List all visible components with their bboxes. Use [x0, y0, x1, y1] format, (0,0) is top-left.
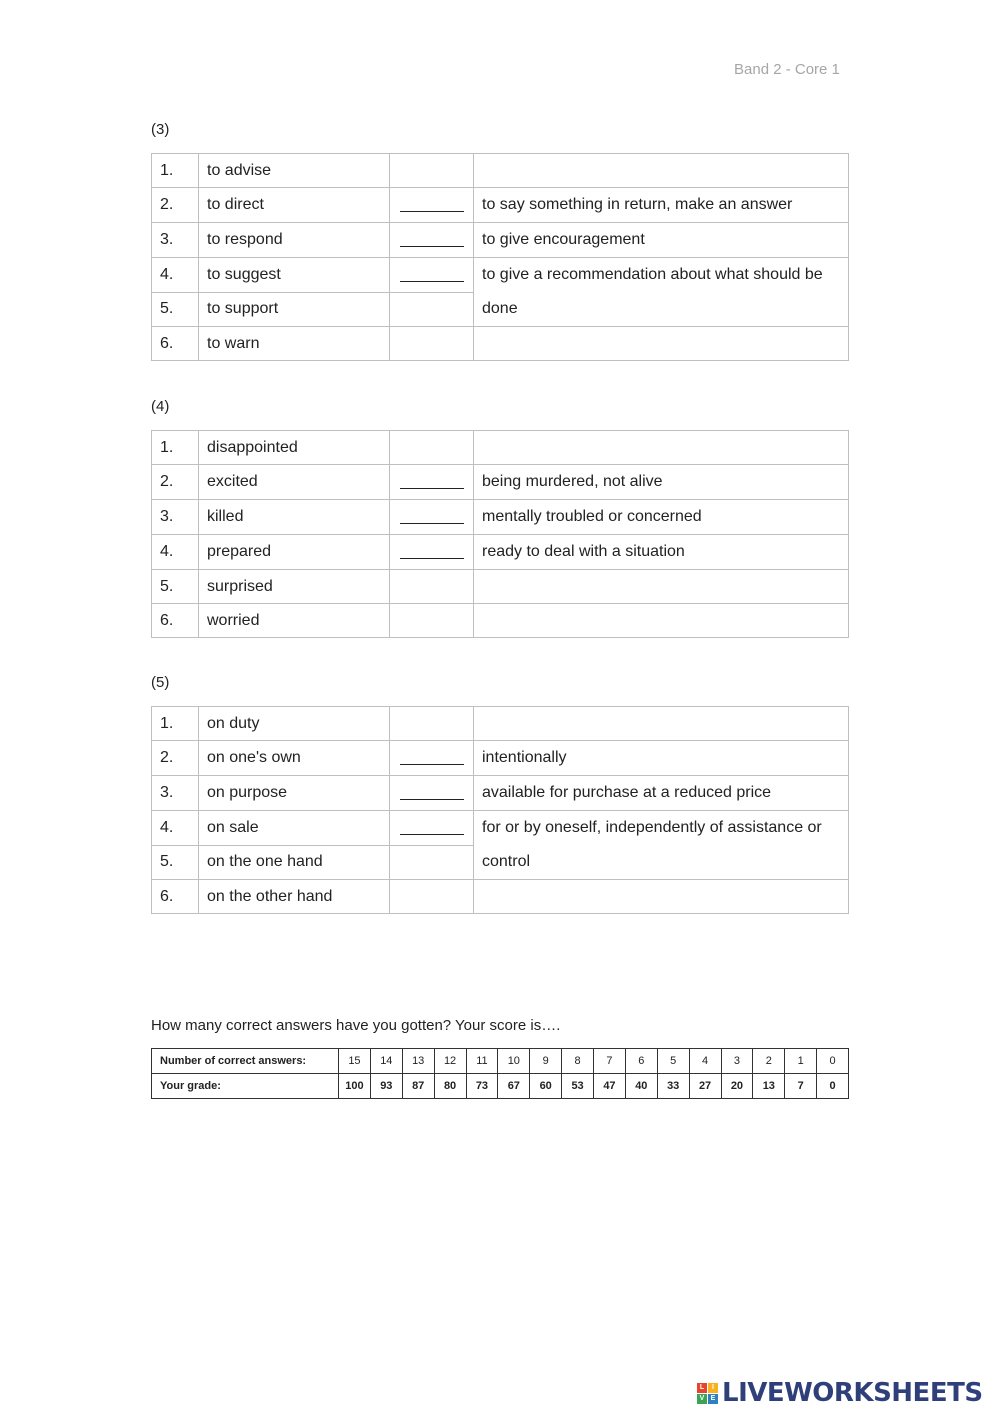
item-number: 3. — [152, 500, 199, 535]
grade-value: 13 — [753, 1074, 785, 1099]
definition: being murdered, not alive — [474, 465, 849, 500]
term: to warn — [199, 327, 390, 361]
answer-blank-line[interactable] — [400, 197, 464, 212]
term: killed — [199, 500, 390, 535]
matching-table — [151, 153, 849, 361]
table-row — [152, 776, 849, 811]
answer-blank[interactable] — [390, 258, 474, 293]
logo-mark-icon — [697, 1383, 718, 1404]
item-number: 1. — [152, 707, 199, 741]
answer-blank[interactable] — [390, 811, 474, 846]
table-row — [152, 223, 849, 258]
definition — [474, 604, 849, 638]
grade-value: 53 — [562, 1074, 594, 1099]
answer-blank-line[interactable] — [400, 232, 464, 247]
item-number: 5. — [152, 570, 199, 604]
logo-text: LIVEWORKSHEETS — [722, 1378, 983, 1408]
answer-blank-line[interactable] — [400, 785, 464, 800]
item-number: 4. — [152, 535, 199, 570]
answer-blank-line[interactable] — [400, 474, 464, 489]
section-label: (4) — [151, 398, 170, 415]
definition — [474, 154, 849, 188]
grade-value: 0 — [817, 1074, 849, 1099]
term: excited — [199, 465, 390, 500]
table-row — [152, 741, 849, 776]
grade-value: 7 — [785, 1074, 817, 1099]
logo-square: L — [697, 1383, 707, 1393]
logo-square: V — [697, 1394, 707, 1404]
section-label: (5) — [151, 674, 170, 691]
logo-square: I — [708, 1383, 718, 1393]
item-number: 5. — [152, 292, 199, 327]
term: surprised — [199, 570, 390, 604]
term: to advise — [199, 154, 390, 188]
table-row — [152, 258, 849, 293]
definition — [474, 880, 849, 914]
table-row — [152, 465, 849, 500]
answer-blank — [390, 845, 474, 880]
definition: mentally troubled or concerned — [474, 500, 849, 535]
term: worried — [199, 604, 390, 638]
definition: ready to deal with a situation — [474, 535, 849, 570]
correct-count: 9 — [530, 1049, 562, 1074]
term: disappointed — [199, 431, 390, 465]
grade-value: 40 — [625, 1074, 657, 1099]
definition — [474, 707, 849, 741]
answer-blank-line[interactable] — [400, 820, 464, 835]
correct-count: 5 — [657, 1049, 689, 1074]
definition: to give a recommendation about what should be done — [474, 258, 849, 327]
item-number: 3. — [152, 776, 199, 811]
item-number: 1. — [152, 154, 199, 188]
term: on duty — [199, 707, 390, 741]
correct-count: 12 — [434, 1049, 466, 1074]
grade-value: 93 — [370, 1074, 402, 1099]
table-row — [152, 188, 849, 223]
matching-table — [151, 430, 849, 638]
page-header: Band 2 - Core 1 — [734, 61, 840, 78]
correct-count: 14 — [370, 1049, 402, 1074]
liveworksheets-logo — [697, 1378, 983, 1408]
item-number: 6. — [152, 604, 199, 638]
term: on the other hand — [199, 880, 390, 914]
answer-blank — [390, 327, 474, 361]
grade-value: 67 — [498, 1074, 530, 1099]
table-row — [152, 707, 849, 741]
correct-count: 11 — [466, 1049, 498, 1074]
term: to respond — [199, 223, 390, 258]
answer-blank[interactable] — [390, 188, 474, 223]
answer-blank — [390, 880, 474, 914]
answer-blank — [390, 292, 474, 327]
item-number: 6. — [152, 880, 199, 914]
correct-answers-row — [152, 1049, 849, 1074]
correct-answers-label: Number of correct answers: — [152, 1049, 339, 1074]
table-row — [152, 327, 849, 361]
logo-square: E — [708, 1394, 718, 1404]
definition — [474, 570, 849, 604]
grade-row — [152, 1074, 849, 1099]
table-row — [152, 811, 849, 846]
item-number: 1. — [152, 431, 199, 465]
table-row — [152, 604, 849, 638]
grade-label: Your grade: — [152, 1074, 339, 1099]
term: prepared — [199, 535, 390, 570]
item-number: 5. — [152, 845, 199, 880]
answer-blank[interactable] — [390, 741, 474, 776]
item-number: 4. — [152, 258, 199, 293]
table-row — [152, 535, 849, 570]
item-number: 2. — [152, 741, 199, 776]
grade-value: 27 — [689, 1074, 721, 1099]
term: to support — [199, 292, 390, 327]
table-row — [152, 431, 849, 465]
answer-blank — [390, 707, 474, 741]
correct-count: 13 — [402, 1049, 434, 1074]
grade-value: 60 — [530, 1074, 562, 1099]
answer-blank — [390, 154, 474, 188]
answer-blank-line[interactable] — [400, 750, 464, 765]
item-number: 2. — [152, 188, 199, 223]
score-table — [151, 1048, 849, 1099]
term: on one's own — [199, 741, 390, 776]
definition: to say something in return, make an answer — [474, 188, 849, 223]
grade-value: 87 — [402, 1074, 434, 1099]
definition: to give encouragement — [474, 223, 849, 258]
term: on sale — [199, 811, 390, 846]
table-row — [152, 500, 849, 535]
item-number: 3. — [152, 223, 199, 258]
correct-count: 7 — [594, 1049, 626, 1074]
correct-count: 1 — [785, 1049, 817, 1074]
definition: available for purchase at a reduced price — [474, 776, 849, 811]
item-number: 4. — [152, 811, 199, 846]
grade-value: 20 — [721, 1074, 753, 1099]
term: to direct — [199, 188, 390, 223]
answer-blank[interactable] — [390, 465, 474, 500]
answer-blank — [390, 604, 474, 638]
definition — [474, 431, 849, 465]
table-row — [152, 570, 849, 604]
correct-count: 6 — [625, 1049, 657, 1074]
item-number: 6. — [152, 327, 199, 361]
correct-count: 4 — [689, 1049, 721, 1074]
term: on the one hand — [199, 845, 390, 880]
answer-blank — [390, 431, 474, 465]
matching-table — [151, 706, 849, 914]
score-question: How many correct answers have you gotten? Your score is…. — [151, 1017, 561, 1034]
correct-count: 3 — [721, 1049, 753, 1074]
answer-blank[interactable] — [390, 223, 474, 258]
term: on purpose — [199, 776, 390, 811]
answer-blank-line[interactable] — [400, 267, 464, 282]
answer-blank-line[interactable] — [400, 544, 464, 559]
grade-value: 100 — [339, 1074, 371, 1099]
grade-value: 33 — [657, 1074, 689, 1099]
answer-blank — [390, 570, 474, 604]
definition: intentionally — [474, 741, 849, 776]
table-row — [152, 154, 849, 188]
definition: for or by oneself, independently of assistance or control — [474, 811, 849, 880]
correct-count: 8 — [562, 1049, 594, 1074]
answer-blank[interactable] — [390, 500, 474, 535]
answer-blank-line[interactable] — [400, 509, 464, 524]
grade-value: 80 — [434, 1074, 466, 1099]
grade-value: 47 — [594, 1074, 626, 1099]
item-number: 2. — [152, 465, 199, 500]
answer-blank[interactable] — [390, 535, 474, 570]
grade-value: 73 — [466, 1074, 498, 1099]
correct-count: 10 — [498, 1049, 530, 1074]
answer-blank[interactable] — [390, 776, 474, 811]
section-label: (3) — [151, 121, 170, 138]
correct-count: 0 — [817, 1049, 849, 1074]
definition — [474, 327, 849, 361]
correct-count: 2 — [753, 1049, 785, 1074]
correct-count: 15 — [339, 1049, 371, 1074]
table-row — [152, 880, 849, 914]
term: to suggest — [199, 258, 390, 293]
